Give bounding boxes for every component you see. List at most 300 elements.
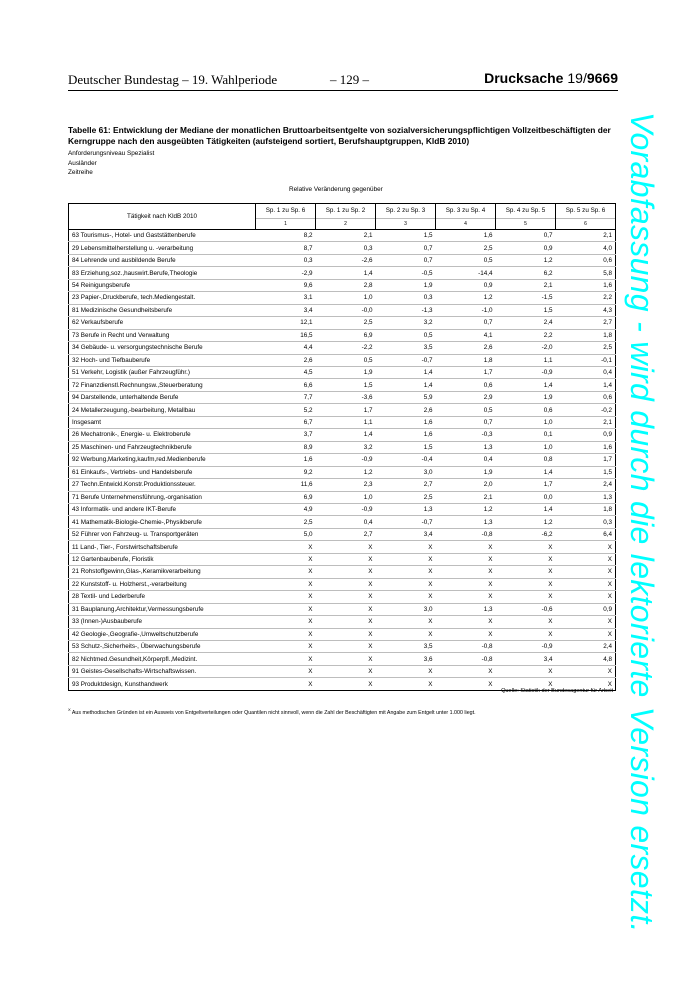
row-value: -2,6 [316,254,376,266]
row-value: -0,8 [436,528,496,540]
table-row [69,342,616,354]
row-value: 4,9 [256,503,316,515]
row-label: 33 (Innen-)Ausbauberufe [69,616,256,628]
row-value: X [436,541,496,553]
row-value: -0,1 [556,354,616,366]
row-value: 8,7 [256,242,316,254]
row-value: X [556,616,616,628]
table-row [69,279,616,291]
header-publication: Deutscher Bundestag – 19. Wahlperiode [68,72,278,87]
page-header [68,70,618,90]
row-value: X [376,678,436,690]
row-value: 0,4 [556,366,616,378]
row-value: X [556,541,616,553]
row-value: 0,6 [436,379,496,391]
column-number: 5 [496,218,556,229]
row-value: 2,6 [376,404,436,416]
row-value: X [316,678,376,690]
meta-level: Anforderungsniveau Spezialist [68,150,155,157]
row-value: 4,1 [436,329,496,341]
row-label: 21 Rohstoffgewinn,Glas-,Keramikverarbeitung [69,566,256,578]
table-header-row [69,204,616,219]
meta-series: Zeitreihe [68,169,93,176]
row-value: 0,7 [436,317,496,329]
row-value: 1,7 [556,454,616,466]
row-label: 43 Informatik- und andere IKT-Berufe [69,503,256,515]
row-value: 2,1 [436,491,496,503]
column-number: 4 [436,218,496,229]
row-value: 6,4 [556,528,616,540]
row-value: 3,0 [376,466,436,478]
row-label: 93 Produktdesign, Kunsthandwerk [69,678,256,690]
row-value: 5,2 [256,404,316,416]
table-row [69,653,616,665]
row-value: X [256,591,316,603]
row-value: -0,9 [496,366,556,378]
row-label: 62 Verkaufsberufe [69,317,256,329]
row-value: -0,5 [376,267,436,279]
row-value: 1,7 [316,404,376,416]
footnote-marker: X [68,707,71,712]
row-value: -0,7 [376,354,436,366]
row-value: 0,6 [556,391,616,403]
row-value: X [496,578,556,590]
row-label: 82 Nichtmed.Gesundheit,Körperpfl.,Medizint. [69,653,256,665]
row-value: -0,9 [316,454,376,466]
row-value: 2,3 [316,479,376,491]
table-row [69,317,616,329]
row-value: X [376,578,436,590]
row-label: 52 Führer von Fahrzeug- u. Transportgeräten [69,528,256,540]
row-value: 1,3 [436,603,496,615]
row-value: 1,2 [436,292,496,304]
table-row [69,541,616,553]
row-value: 2,1 [556,416,616,428]
row-value: X [376,616,436,628]
row-value: -3,6 [316,391,376,403]
row-value: X [256,665,316,677]
row-value: 1,1 [316,416,376,428]
row-label: 51 Verkehr, Logistik (außer Fahrzeugführ.) [69,366,256,378]
row-value: 0,9 [496,242,556,254]
row-value: X [496,553,556,565]
table-meta [68,149,154,178]
row-value: -0,4 [376,454,436,466]
row-value: X [436,628,496,640]
row-value: X [556,591,616,603]
row-value: 2,5 [556,342,616,354]
row-value: 1,2 [496,516,556,528]
row-value: 2,1 [316,230,376,242]
row-value: -0,7 [376,516,436,528]
row-value: 5,8 [556,267,616,279]
row-label: 83 Erziehung,soz.,hauswirt.Berufe,Theologie [69,267,256,279]
row-value: 2,2 [496,329,556,341]
row-value: 2,8 [316,279,376,291]
row-label: 71 Berufe Unternehmensführung,-organisation [69,491,256,503]
row-value: -14,4 [436,267,496,279]
row-value: 3,2 [376,317,436,329]
row-value: -1,5 [496,292,556,304]
row-label: 31 Bauplanung,Architektur,Vermessungsberufe [69,603,256,615]
row-value: 1,6 [556,279,616,291]
row-value: 0,1 [496,429,556,441]
row-value: 8,9 [256,441,316,453]
row-value: 3,2 [316,441,376,453]
table-row [69,366,616,378]
header-page-number: – 129 – [330,72,369,87]
table-row [69,566,616,578]
table-row [69,304,616,316]
row-value: 16,5 [256,329,316,341]
row-label: 61 Einkaufs-, Vertriebs- und Handelsberufe [69,466,256,478]
row-value: X [316,553,376,565]
row-value: -0,9 [316,503,376,515]
row-value: 5,9 [376,391,436,403]
row-value: X [316,640,376,652]
row-value: 3,1 [256,292,316,304]
row-value: X [376,553,436,565]
row-label: 23 Papier-,Druckberufe, tech.Mediengestalt. [69,292,256,304]
row-value: X [316,653,376,665]
row-value: 0,7 [376,242,436,254]
row-value: X [436,578,496,590]
row-value: 1,4 [496,466,556,478]
row-value: 11,6 [256,479,316,491]
row-value: 1,8 [556,503,616,515]
column-header: Sp. 1 zu Sp. 6 [256,204,316,219]
row-value: X [376,541,436,553]
row-value: 2,6 [436,342,496,354]
row-value: 1,4 [496,503,556,515]
row-value: 1,4 [316,429,376,441]
table-row [69,267,616,279]
table-body [69,230,616,691]
row-value: 0,0 [496,491,556,503]
row-value: X [376,566,436,578]
column-header: Sp. 2 zu Sp. 3 [376,204,436,219]
row-value: X [316,603,376,615]
row-value: 0,9 [556,603,616,615]
row-value: X [556,566,616,578]
table-row [69,254,616,266]
row-value: X [496,628,556,640]
row-value: 1,2 [316,466,376,478]
row-value: X [376,628,436,640]
row-value: 1,8 [556,329,616,341]
row-label: 81 Medizinische Gesundheitsberufe [69,304,256,316]
row-value: 1,9 [376,279,436,291]
table-row [69,516,616,528]
row-value: X [316,665,376,677]
column-header: Sp. 1 zu Sp. 2 [316,204,376,219]
row-value: X [496,678,556,690]
row-label: 84 Lehrende und ausbildende Berufe [69,254,256,266]
meta-group: Ausländer [68,159,97,167]
row-value: X [496,591,556,603]
column-number: 6 [556,218,616,229]
row-value: 1,6 [436,230,496,242]
row-label: 73 Berufe in Recht und Verwaltung [69,329,256,341]
row-value: 1,3 [376,503,436,515]
row-value: 0,5 [436,254,496,266]
row-value: 3,5 [376,640,436,652]
table-row [69,591,616,603]
row-value: 0,9 [556,429,616,441]
header-doc-number: 9669 [586,70,618,86]
row-value: 1,5 [556,466,616,478]
row-value: X [436,678,496,690]
row-value: X [316,591,376,603]
table-row [69,404,616,416]
table-row [69,628,616,640]
row-value: X [256,653,316,665]
row-value: 1,0 [496,416,556,428]
row-label: 29 Lebensmittelherstellung u. -verarbeitung [69,242,256,254]
row-value: 3,6 [376,653,436,665]
row-value: 3,4 [256,304,316,316]
row-label: 72 Finanzdienstl.Rechnungsw.,Steuerberatung [69,379,256,391]
table-title: Tabelle 61: Entwicklung der Mediane der monatlichen Bruttoarbeitsentgelte von sozialversicherungspflichtigen Vollzeitbeschäftigten der Kerngruppe nach den ausgeübten Tätigkeiten (aufsteigend sortiert, Berufshauptgruppen, KldB 2010) [68,125,611,146]
table-row [69,640,616,652]
row-value: X [256,678,316,690]
row-label: Insgesamt [69,416,256,428]
row-value: 1,5 [376,441,436,453]
table-row [69,503,616,515]
row-value: 2,9 [436,391,496,403]
row-value: X [496,616,556,628]
row-value: -0,0 [316,304,376,316]
row-value: 6,6 [256,379,316,391]
row-value: X [256,541,316,553]
row-label: 41 Mathematik-Biologie-Chemie-,Physikberufe [69,516,256,528]
row-value: 3,0 [376,603,436,615]
row-label: 34 Gebäude- u. versorgungstechnische Berufe [69,342,256,354]
row-label: 25 Maschinen- und Fahrzeugtechnikberufe [69,441,256,453]
row-value: 1,5 [316,379,376,391]
row-value: 2,4 [556,640,616,652]
row-label: 94 Darstellende, unterhaltende Berufe [69,391,256,403]
row-value: 1,0 [496,441,556,453]
row-value: 0,8 [496,454,556,466]
row-value: 2,5 [376,491,436,503]
column-number: 3 [376,218,436,229]
row-value: 1,5 [376,230,436,242]
row-value: X [556,578,616,590]
row-value: 2,2 [556,292,616,304]
row-value: X [256,628,316,640]
row-value: -0,3 [436,429,496,441]
table-row [69,665,616,677]
row-value: 1,3 [436,441,496,453]
row-value: X [256,578,316,590]
row-value: 0,3 [556,516,616,528]
table-row [69,528,616,540]
row-value: 2,1 [556,230,616,242]
row-value: 3,4 [496,653,556,665]
table-row [69,466,616,478]
row-value: 2,0 [436,479,496,491]
row-value: 2,7 [376,479,436,491]
row-value: 0,5 [316,354,376,366]
row-value: 2,4 [496,317,556,329]
row-label: 63 Tourismus-, Hotel- und Gaststättenberufe [69,230,256,242]
header-document-number [484,70,618,86]
row-value: -2,2 [316,342,376,354]
row-value: -2,9 [256,267,316,279]
column-header: Sp. 4 zu Sp. 5 [496,204,556,219]
row-value: X [556,553,616,565]
row-value: -0,8 [436,640,496,652]
row-value: 1,4 [376,366,436,378]
row-value: 0,3 [256,254,316,266]
table-row [69,454,616,466]
row-value: -0,8 [436,653,496,665]
row-value: 1,7 [436,366,496,378]
row-value: X [376,591,436,603]
row-value: 1,1 [496,354,556,366]
row-value: 2,7 [556,317,616,329]
row-value: -0,2 [556,404,616,416]
row-value: -0,6 [496,603,556,615]
table-row [69,292,616,304]
column-number: 2 [316,218,376,229]
row-value: 9,6 [256,279,316,291]
row-value: 0,7 [376,254,436,266]
row-value: X [256,566,316,578]
row-label: 42 Geologie-,Geografie-,Umweltschutzberufe [69,628,256,640]
row-value: X [556,678,616,690]
row-value: 0,4 [316,516,376,528]
row-value: X [496,665,556,677]
table-row [69,391,616,403]
row-value: 4,3 [556,304,616,316]
row-value: 1,9 [496,391,556,403]
row-value: X [436,616,496,628]
row-value: X [316,566,376,578]
row-value: 0,5 [436,404,496,416]
row-label: 26 Mechatronik-, Energie- u. Elektroberufe [69,429,256,441]
row-value: X [436,566,496,578]
row-value: X [256,640,316,652]
row-value: 0,6 [496,404,556,416]
row-label: 32 Hoch- und Tiefbauberufe [69,354,256,366]
row-value: X [496,566,556,578]
footnote [68,707,476,716]
row-value: -2,0 [496,342,556,354]
row-value: 0,9 [436,279,496,291]
row-value: -6,2 [496,528,556,540]
row-label: 22 Kunststoff- u. Holzherst.,-verarbeitung [69,578,256,590]
footnote-text: Aus methodischen Gründen ist ein Ausweis von Entgeltverteilungen oder Quantilen nicht sinnvoll, wenn die Zahl der Beschäftigten mit Angabe zum Entgelt unter 1.000 liegt. [71,709,476,716]
row-value: X [316,616,376,628]
row-value: 2,5 [436,242,496,254]
row-value: 4,0 [556,242,616,254]
header-doc-prefix: 19/ [567,70,587,86]
row-value: 6,9 [316,329,376,341]
row-label: 28 Textil- und Lederberufe [69,591,256,603]
row-value: X [316,541,376,553]
table-row [69,429,616,441]
header-rule [68,90,618,91]
relative-change-label: Relative Veränderung gegenüber [289,186,383,193]
row-value: X [316,578,376,590]
row-value: 1,2 [436,503,496,515]
row-value: 0,6 [556,254,616,266]
row-value: 1,8 [436,354,496,366]
row-value: 1,4 [496,379,556,391]
row-value: 1,7 [496,479,556,491]
row-value: 6,9 [256,491,316,503]
row-value: 3,4 [376,528,436,540]
row-label: 53 Schutz-,Sicherheits-, Überwachungsberufe [69,640,256,652]
row-value: 0,5 [376,329,436,341]
row-value: 2,5 [256,516,316,528]
row-value: -1,0 [436,304,496,316]
row-value: 0,3 [316,242,376,254]
row-value: 0,7 [436,416,496,428]
row-value: 2,5 [316,317,376,329]
table-row [69,230,616,242]
row-value: X [256,603,316,615]
row-value: X [496,541,556,553]
row-value: 0,4 [436,454,496,466]
row-label: 92 Werbung,Marketing,kaufm,red.Medienberufe [69,454,256,466]
row-value: 1,9 [316,366,376,378]
table-row [69,616,616,628]
draft-watermark: Vorabfassung - wird durch die lektorierte Version ersetzt. [624,112,660,933]
row-value: 6,2 [496,267,556,279]
table-row [69,329,616,341]
row-value: 1,9 [436,466,496,478]
row-value: 12,1 [256,317,316,329]
row-value: 2,7 [316,528,376,540]
row-value: 1,0 [316,292,376,304]
row-value: X [436,591,496,603]
row-value: 1,6 [376,429,436,441]
row-value: 1,2 [496,254,556,266]
row-value: 4,8 [556,653,616,665]
row-value: 1,6 [256,454,316,466]
row-value: 7,7 [256,391,316,403]
column-header: Sp. 3 zu Sp. 4 [436,204,496,219]
row-value: X [256,553,316,565]
column-header: Sp. 5 zu Sp. 6 [556,204,616,219]
row-value: 0,3 [376,292,436,304]
row-value: 2,1 [496,279,556,291]
row-value: 6,7 [256,416,316,428]
row-label: 12 Gartenbauberufe, Floristik [69,553,256,565]
table-row [69,416,616,428]
row-label: 27 Techn.Entwickl.Konstr.Produktionssteuer. [69,479,256,491]
row-value: 5,0 [256,528,316,540]
table-row [69,242,616,254]
row-value: 1,4 [376,379,436,391]
row-label: 91 Geistes-Gesellschafts-Wirtschaftswissen. [69,665,256,677]
row-value: X [316,628,376,640]
row-value: 0,7 [496,230,556,242]
row-label: 11 Land-, Tier-, Forstwirtschaftsberufe [69,541,256,553]
row-value: X [556,665,616,677]
column-number: 1 [256,218,316,229]
table-row [69,491,616,503]
header-doc-label: Drucksache [484,70,564,86]
source-note: Quelle: Statistik der Bundesagentur für Arbeit [501,688,613,694]
row-value: 4,4 [256,342,316,354]
row-label: 24 Metallerzeugung,-bearbeitung, Metallbau [69,404,256,416]
data-table [68,203,616,691]
category-header: Tätigkeit nach KldB 2010 [69,204,256,230]
